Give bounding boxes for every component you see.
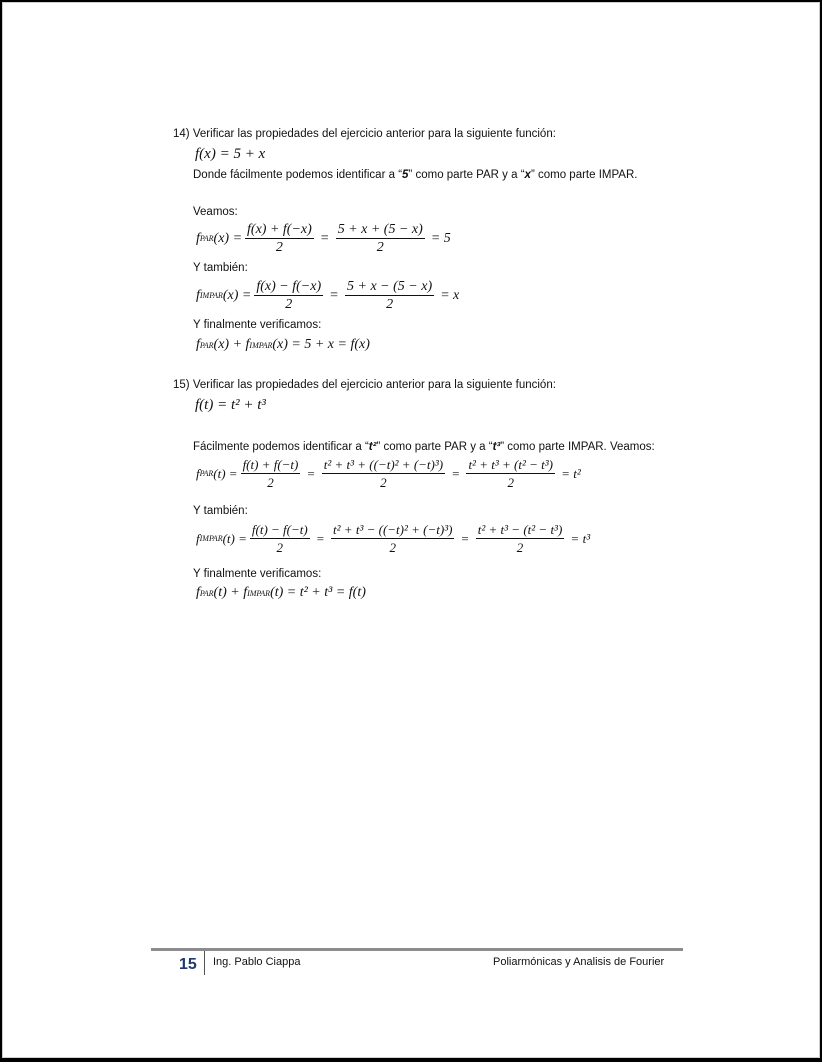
ex14-odd-part-equation: f IMPAR (x) = $\frac{f(x) - f(-x)}{2}$ = $\frac{5 + x - (5 - x)}{2}$ = x [196,279,460,312]
ex15-sum-equation: f PAR (t) + f IMPAR (t) = t² + t³ = f(t) [196,585,366,600]
ex15-even-part-equation: f PAR (t) = $\frac{f(t) + f(-t)}{2}$ = $\frac{\text{t² + t³ + ((−t)² + (−t)³)}}{2}$ = $\frac{\text{t² + t³ + (t² − t³)}}{2}$ = t² [196,457,581,490]
footer-author: Ing. Pablo Ciappa [213,956,301,968]
ex15-odd-part-equation: f IMPAR (t) = $\frac{f(t) - f(-t)}{2}$ = $\frac{\text{t² + t³ − ((−t)² + (−t)³)}}{2}$ = $\frac{\text{t² + t³ − (t² − t³)}}{2}$ = t³ [196,522,591,555]
page-number: 15 [179,956,197,973]
ex15-tambien: Y también: [193,505,248,517]
document-page [2,2,820,1058]
ex14-function: f(x) = 5 + x [195,146,266,162]
footer-separator [204,951,205,975]
footer-title: Poliarmónicas y Analisis de Fourier [493,956,665,968]
ex14-final: Y finalmente verificamos: [193,319,322,331]
ex15-function: f(t) = t² + t³ [195,397,266,413]
ex15-heading: 15) Verificar las propiedades del ejercicio anterior para la siguiente función: [173,379,556,391]
ex14-even-part-equation: f PAR (x) = $\frac{f(x) + f(-x)}{2}$ = $\frac{5 + x + (5 - x)}{2}$ = 5 [196,222,451,255]
ex14-sum-equation: f PAR (x) + f IMPAR (x) = 5 + x = f(x) [196,337,370,352]
ex14-veamos: Veamos: [193,206,238,218]
ex14-description: Donde fácilmente podemos identificar a “5” como parte PAR y a “x” como parte IMPAR. [193,169,638,181]
ex14-tambien: Y también: [193,262,248,274]
ex14-heading: 14) Verificar las propiedades del ejercicio anterior para la siguiente función: [173,128,556,140]
ex15-final: Y finalmente verificamos: [193,568,322,580]
ex15-description: Fácilmente podemos identificar a “t²” como parte PAR y a “t³” como parte IMPAR. Veamos: [193,441,655,453]
footer-rule [151,948,683,951]
